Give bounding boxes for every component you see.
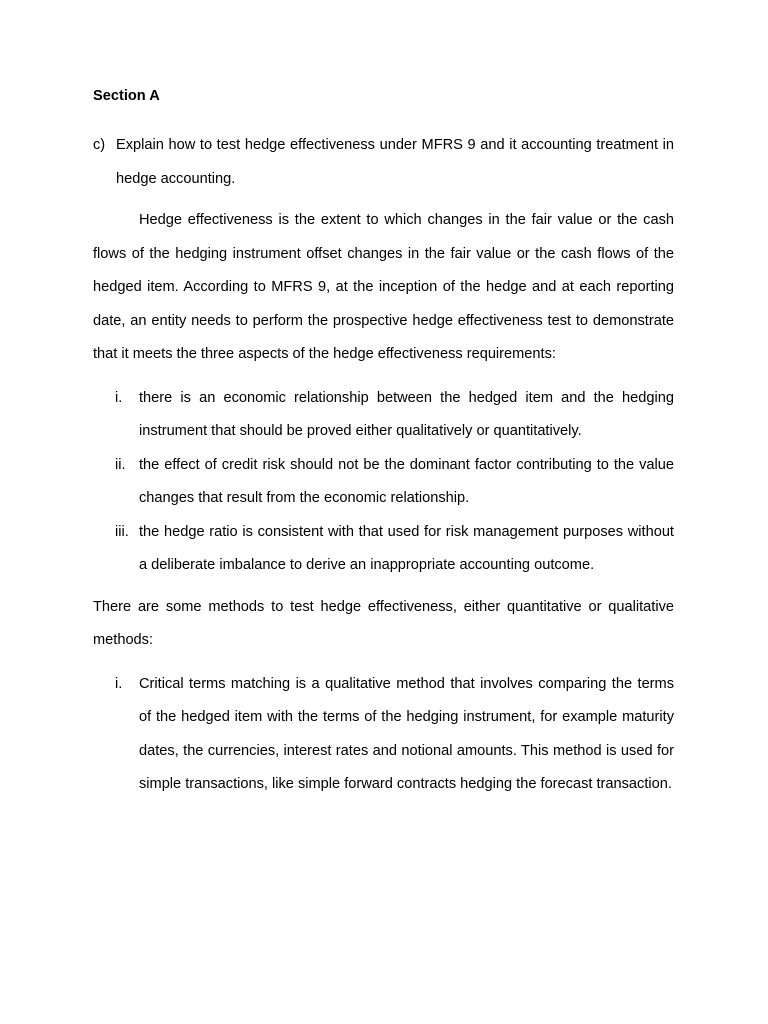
list-item [93, 668, 674, 802]
list-item-number: i. [115, 675, 123, 692]
methods-list [93, 668, 674, 802]
question-label: c) [93, 137, 106, 153]
list-item [93, 382, 674, 449]
list-item [93, 449, 674, 516]
requirements-list [93, 382, 674, 583]
list-item-number: iii. [115, 523, 129, 540]
list-item-text: there is an economic relationship between the hedged item and the hedging instrument that should be proved either qualitatively or quantitatively. [139, 389, 674, 439]
list-item-text: the hedge ratio is consistent with that used for risk management purposes without a deliberate imbalance to derive an inappropriate accounting outcome. [139, 523, 674, 573]
section-heading: Section A [93, 88, 160, 104]
list-item [93, 516, 674, 583]
list-item-number: ii. [115, 456, 126, 473]
list-item-text: the effect of credit risk should not be the dominant factor contributing to the value changes that result from the economic relationship. [139, 456, 674, 506]
document-page [93, 86, 674, 802]
list-item-number: i. [115, 389, 123, 406]
paragraph-methods: There are some methods to test hedge effectiveness, either quantitative or qualitative methods: [93, 598, 674, 648]
paragraph-hedge-effectiveness: Hedge effectiveness is the extent to which changes in the fair value or the cash flows of the hedging instrument offset changes in the fair value or the cash flows of the hedged item. According to MFRS 9, at the inception of the hedge and at each reporting date, an entity needs to perform the prospective hedge effectiveness test to demonstrate that it meets the three aspects of the hedge effectiveness requirements: [93, 212, 674, 362]
question-text: Explain how to test hedge effectiveness under MFRS 9 and it accounting treatment in hedge accounting. [116, 137, 674, 187]
question [93, 128, 674, 196]
list-item-text: Critical terms matching is a qualitative method that involves comparing the terms of the hedged item with the terms of the hedging instrument, for example maturity dates, the currencies, interest rates and notional amounts. This method is used for simple transactions, like simple forward contracts hedging the forecast transaction. [139, 675, 674, 792]
